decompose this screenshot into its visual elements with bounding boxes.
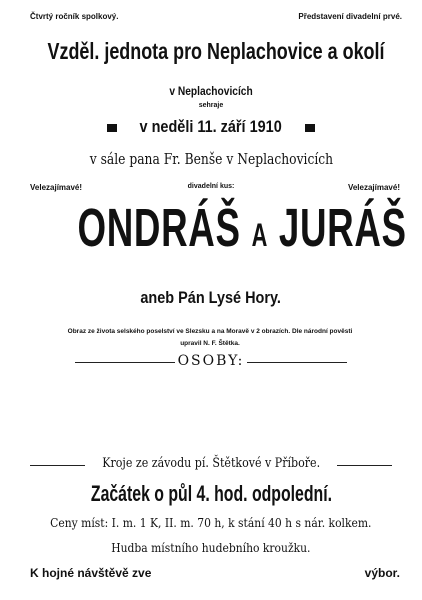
footer-invite: K hojné návštěvě zve	[30, 566, 152, 580]
header-left: Čtvrtý ročník spolkový.	[30, 12, 119, 21]
costumes-text: Kroje ze závodu pí. Štětkové v Příboře.	[102, 456, 320, 471]
date-line	[0, 117, 422, 137]
place-line	[0, 84, 422, 98]
play-name-2: JURÁŠ	[278, 198, 407, 258]
banner-row	[0, 183, 422, 195]
cast-rule-right	[247, 362, 347, 363]
hall-text: v sále pana Fr. Benše v Neplachovicích	[89, 150, 333, 168]
costume-rule-right	[337, 465, 392, 466]
play-title	[0, 197, 422, 259]
prices-line	[0, 515, 422, 530]
banner-left: Velezajímavé!	[30, 183, 83, 192]
place-text: v Neplachovicích	[169, 84, 253, 98]
organizer-heading	[0, 38, 422, 65]
music-text: Hudba místního hudebního kroužku.	[111, 540, 311, 555]
start-time-line	[0, 481, 422, 507]
play-subtitle	[0, 288, 422, 308]
costumes-line	[0, 456, 422, 471]
prices-text: Ceny míst: I. m. 1 K, II. m. 70 h, k stání 40 h s nár. kolkem.	[50, 515, 372, 530]
banner-right: Velezajímavé!	[347, 183, 400, 192]
cast-heading: OSOBY:	[177, 353, 245, 369]
play-subtitle-text: aneb Pán Lysé Hory.	[140, 288, 282, 307]
organizer-text: Vzděl. jednota pro Neplachovice a okolí	[47, 38, 385, 64]
banner-middle: divadelní kus:	[187, 183, 235, 190]
music-line	[0, 540, 422, 555]
hall-line	[0, 150, 422, 168]
start-time-text: Začátek o půl 4. hod. odpolední.	[90, 481, 332, 506]
bullet-square-left	[107, 124, 117, 132]
play-connector: A	[251, 217, 268, 253]
presents-line: sehraje	[198, 102, 224, 109]
date-text: v neděli 11. září 1910	[139, 117, 283, 136]
header-right: Představení divadelní prvé.	[298, 12, 402, 21]
play-name-1: ONDRÁŠ	[77, 198, 241, 258]
play-description: Obraz ze života selského poselství ve Slezsku a na Moravě v 2 obrazích. Dle národní pověsti upravil N. F. Štětka.	[67, 328, 353, 347]
bullet-square-right	[305, 124, 315, 132]
footer-signature: výbor.	[364, 566, 400, 580]
